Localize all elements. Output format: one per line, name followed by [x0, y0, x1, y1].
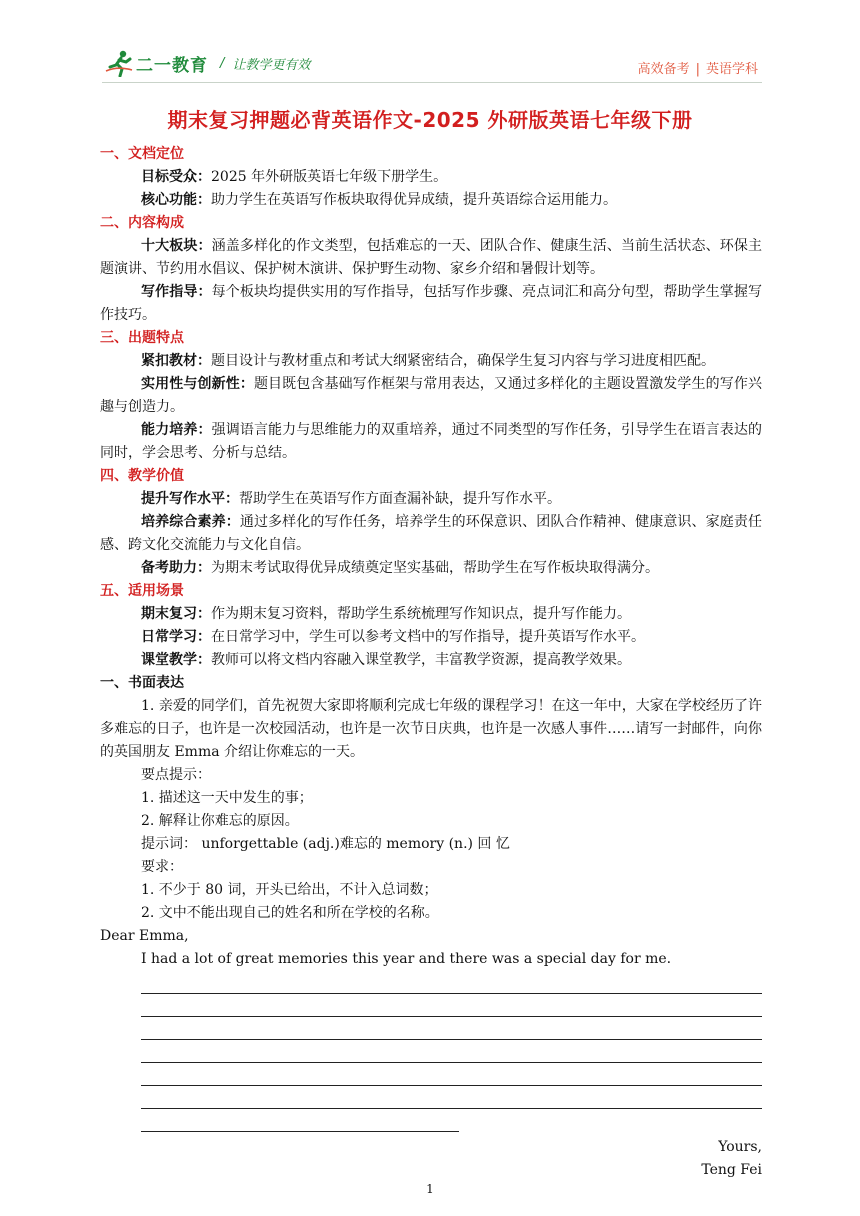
point-item: 2. 解释让你难忘的原因。 [141, 813, 299, 829]
section-heading: 一、文档定位 [100, 146, 184, 162]
page-title: 期末复习押题必背英语作文-2025 外研版英语七年级下册 [167, 108, 693, 132]
paragraph [100, 626, 762, 649]
writing-prompt: 1. 亲爱的同学们，首先祝贺大家即将顺利完成七年级的课程学习！在这一年中，大家在学校经历了许多难忘的日子，也许是一次校园活动，也许是一次节日庆典，也许是一次感人事件……请写一封邮件，向你的英国朋友 Emma 介绍让你难忘的一天。 [100, 698, 762, 760]
paragraph [100, 373, 762, 419]
section-heading: 四、教学价值 [100, 468, 184, 484]
paragraph [100, 488, 762, 511]
answer-line [141, 1017, 762, 1040]
paragraph-text: 为期末考试取得优异成绩奠定坚实基础，帮助学生在写作板块取得满分。 [211, 560, 659, 576]
paragraph [100, 281, 762, 327]
header-tag-subject: 英语学科 [705, 62, 758, 77]
paragraph-text: 涵盖多样化的作文类型，包括难忘的一天、团队合作、健康生活、当前生活状态、环保主题演讲、节约用水倡议、保护树木演讲、保护野生动物、家乡介绍和暑假计划等。 [100, 238, 763, 277]
header-subject [638, 58, 758, 77]
paragraph-label: 实用性与创新性： [141, 376, 254, 392]
paragraph [100, 557, 762, 580]
paragraph-text: 题目既包含基础写作框架与常用表达，又通过多样化的主题设置激发学生的写作兴趣与创造力。 [100, 376, 763, 415]
header-separator: / [220, 55, 225, 71]
point-item: 1. 描述这一天中发生的事； [141, 790, 313, 806]
answer-line [141, 1040, 762, 1063]
answer-lines [100, 971, 762, 1132]
paragraph-text: 通过多样化的写作任务，培养学生的环保意识、团队合作精神、健康意识、家庭责任感、跨文化交流能力与文化自信。 [100, 514, 763, 553]
document-body [100, 143, 762, 1182]
paragraph-text: 题目设计与教材重点和考试大纲紧密结合，确保学生复习内容与学习进度相匹配。 [211, 353, 715, 369]
letter-closing: Yours, [718, 1139, 762, 1155]
answer-line [141, 971, 762, 994]
runner-logo-icon [104, 49, 134, 77]
paragraph-text: 2025 年外研版英语七年级下册学生。 [211, 169, 448, 185]
paragraph [100, 649, 762, 672]
paragraph [100, 235, 762, 281]
paragraph [100, 189, 762, 212]
paragraph-text: 强调语言能力与思维能力的双重培养，通过不同类型的写作任务，引导学生在语言表达的同时，学会思考、分析与总结。 [100, 422, 763, 461]
paragraph-text: 教师可以将文档内容融入课堂教学，丰富教学资源，提高教学效果。 [211, 652, 631, 668]
header-tag-prep: 高效备考 [637, 62, 690, 77]
paragraph-label: 紧扣教材： [141, 353, 211, 369]
header-divider [102, 82, 762, 83]
section-heading: 三、出题特点 [100, 330, 184, 346]
paragraph-label: 核心功能： [141, 192, 211, 208]
paragraph-text: 助力学生在英语写作板块取得优异成绩，提升英语综合运用能力。 [211, 192, 617, 208]
paragraph-label: 能力培养： [141, 422, 212, 438]
paragraph [100, 350, 762, 373]
requirement-item: 2. 文中不能出现自己的姓名和所在学校的名称。 [141, 905, 439, 921]
paragraph-label: 目标受众： [141, 169, 211, 185]
paragraph-label: 日常学习： [141, 629, 211, 645]
paragraph-label: 写作指导： [141, 284, 212, 300]
writing-heading: 一、书面表达 [100, 675, 184, 691]
letter-signature: Teng Fei [701, 1162, 762, 1178]
answer-line [141, 1086, 762, 1109]
paragraph-label: 备考助力： [141, 560, 211, 576]
answer-line [141, 1109, 459, 1132]
header-slogan: 让教学更有效 [232, 57, 311, 73]
paragraph-text: 帮助学生在英语写作方面查漏补缺，提升写作水平。 [239, 491, 561, 507]
answer-line [141, 994, 762, 1017]
requirement-item: 1. 不少于 80 词，开头已给出，不计入总词数； [141, 882, 438, 898]
requirements-title: 要求： [141, 859, 183, 875]
letter-salutation: Dear Emma, [100, 928, 189, 944]
paragraph-label: 培养综合素养： [141, 514, 240, 530]
paragraph [100, 166, 762, 189]
paragraph [100, 603, 762, 626]
header-tag-separator: | [695, 62, 700, 77]
section-heading: 二、内容构成 [100, 215, 184, 231]
paragraph [100, 511, 762, 557]
header-logo [104, 48, 310, 78]
paragraph-text: 每个板块均提供实用的写作指导，包括写作步骤、亮点词汇和高分句型，帮助学生掌握写作技巧。 [100, 284, 763, 323]
points-title: 要点提示： [141, 767, 211, 783]
paragraph-text: 作为期末复习资料，帮助学生系统梳理写作知识点，提升写作能力。 [211, 606, 631, 622]
paragraph-label: 课堂教学： [141, 652, 211, 668]
answer-line [141, 1063, 762, 1086]
brand-name: 二一教育 [136, 55, 208, 76]
hint-words: 提示词： unforgettable (adj.)难忘的 memory (n.) 回 忆 [141, 836, 510, 852]
paragraph [100, 419, 762, 465]
paragraph-label: 十大板块： [141, 238, 212, 254]
paragraph-label: 提升写作水平： [141, 491, 239, 507]
section-heading: 五、适用场景 [100, 583, 184, 599]
letter-opening: I had a lot of great memories this year and there was a special day for me. [141, 951, 672, 967]
paragraph-label: 期末复习： [141, 606, 211, 622]
paragraph-text: 在日常学习中，学生可以参考文档中的写作指导，提升英语写作水平。 [211, 629, 645, 645]
page-number: 1 [426, 1182, 434, 1196]
